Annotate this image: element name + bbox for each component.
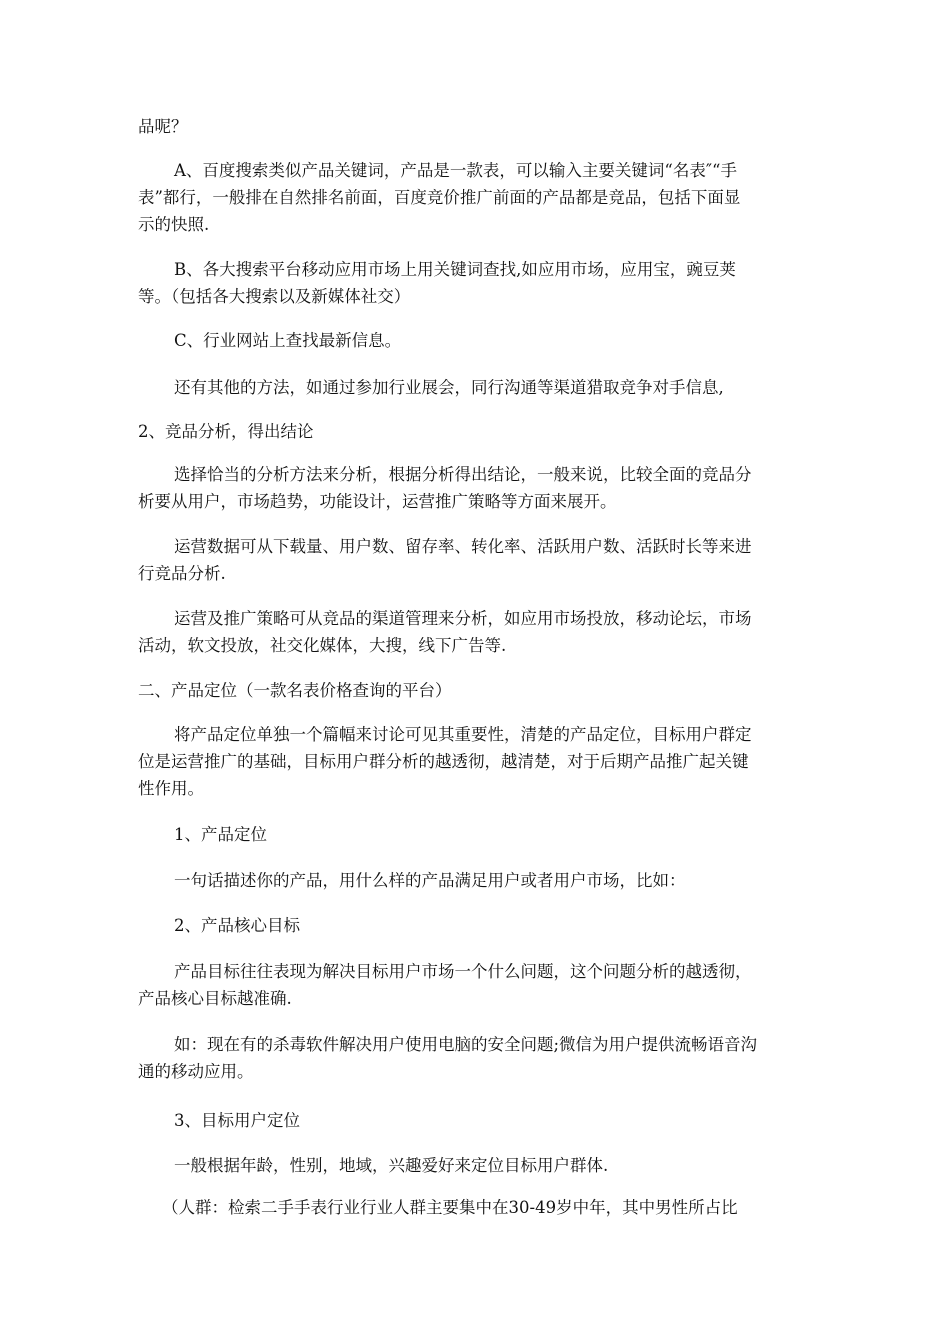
text-line: 产品目标往往表现为解决目标用户市场一个什么问题，这个问题分析的越透彻，	[174, 962, 752, 981]
text-line: 还有其他的方法，如通过参加行业展会，同行沟通等渠道猎取竞争对手信息,	[174, 378, 724, 397]
text-line: 运营及推广策略可从竞品的渠道管理来分析，如应用市场投放，移动论坛，市场	[174, 609, 752, 628]
text-line: 如：现在有的杀毒软件解决用户使用电脑的安全问题;微信为用户提供流畅语音沟	[174, 1035, 758, 1054]
paragraph-method-b	[138, 256, 822, 310]
text-line: 通的移动应用。	[138, 1062, 254, 1081]
text-line: 二、产品定位（一款名表价格查询的平台）	[138, 681, 452, 700]
subheading-target-users	[138, 1107, 822, 1134]
paragraph-method-a	[138, 157, 822, 238]
paragraph-analysis-method	[138, 461, 822, 515]
paragraph-user-criteria	[138, 1152, 822, 1179]
text-line: 表”都行，一般排在自然排名前面，百度竞价推广前面的产品都是竞品，包括下面显	[138, 188, 741, 207]
text-line: 位是运营推广的基础，目标用户群分析的越透彻，越清楚，对于后期产品推广起关键	[138, 752, 749, 771]
paragraph-other-methods	[138, 374, 822, 401]
paragraph-example	[138, 1031, 822, 1085]
subheading-core-goal	[138, 912, 822, 939]
text-line: 一句话描述你的产品，用什么样的产品满足用户或者用户市场，比如：	[174, 871, 686, 890]
paragraph-operation-data	[138, 533, 822, 587]
heading-product-positioning	[138, 677, 822, 704]
paragraph-crowd	[162, 1194, 822, 1221]
paragraph-positioning-importance	[138, 721, 822, 802]
text-line: 一般根据年龄，性别，地域，兴趣爱好来定位目标用户群体.	[174, 1156, 609, 1175]
paragraph-promotion-strategy	[138, 605, 822, 659]
text-line: 性作用。	[138, 779, 204, 798]
text-line: 析要从用户，市场趋势，功能设计，运营推广策略等方面来展开。	[138, 492, 617, 511]
text-line: 示的快照.	[138, 215, 210, 234]
subheading-product-positioning	[138, 821, 822, 848]
paragraph-core-goal	[138, 958, 822, 1012]
text-line: 品呢？	[138, 117, 188, 136]
heading-competitor-analysis	[138, 418, 822, 445]
paragraph-method-c	[138, 327, 822, 354]
text-line: 2、竞品分析，得出结论	[138, 422, 314, 441]
text-line: 等。（包括各大搜索以及新媒体社交）	[138, 287, 411, 306]
text-line: C、行业网站上查找最新信息。	[174, 331, 402, 350]
text-line: 运营数据可从下载量、用户数、留存率、转化率、活跃用户数、活跃时长等来进	[174, 537, 752, 556]
text-line: 2、产品核心目标	[174, 916, 300, 935]
text-line: 产品核心目标越准确.	[138, 989, 292, 1008]
text-line: 选择恰当的分析方法来分析，根据分析得出结论，一般来说，比较全面的竞品分	[174, 465, 752, 484]
paragraph-one-sentence	[138, 867, 822, 894]
paragraph-continuation	[138, 113, 822, 140]
text-line: B、各大搜索平台移动应用市场上用关键词查找,如应用市场，应用宝，豌豆荚	[174, 260, 736, 279]
text-line: 活动，软文投放，社交化媒体，大搜，线下广告等.	[138, 636, 507, 655]
text-line: 1、产品定位	[174, 825, 267, 844]
text-line: 行竞品分析.	[138, 564, 226, 583]
text-line: 将产品定位单独一个篇幅来讨论可见其重要性，清楚的产品定位，目标用户群定	[174, 725, 752, 744]
text-line: （人群：检索二手手表行业行业人群主要集中在30-49岁中年，其中男性所占比	[162, 1198, 738, 1217]
text-line: A、百度搜索类似产品关键词，产品是一款表，可以输入主要关键词“名表″“手	[174, 161, 737, 180]
text-line: 3、目标用户定位	[174, 1111, 300, 1130]
